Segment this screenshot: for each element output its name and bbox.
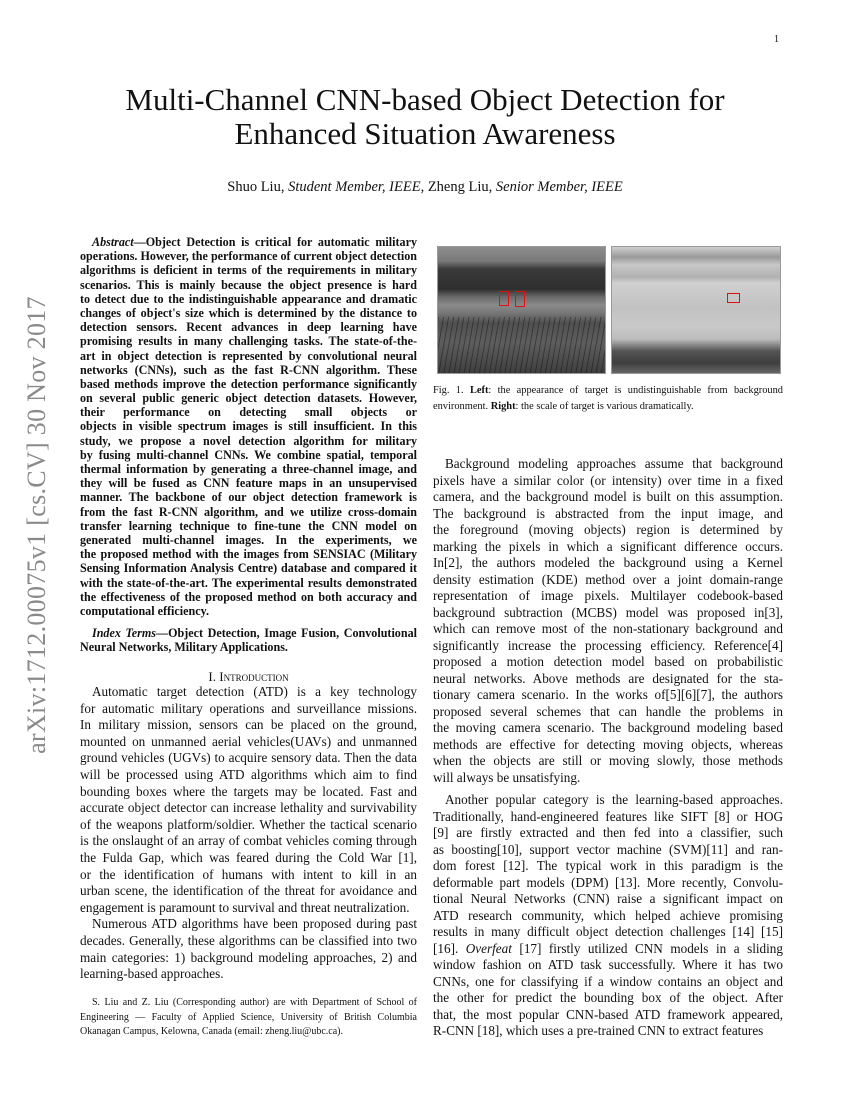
text-line: results in many difficult object detection challenges [14] [15] [433,924,783,939]
text-line: tionary camera scenario. In the works of[5][6][7], the authors [433,687,783,702]
page-number: 1 [774,34,779,45]
text-line: the proposed method with the images from SENSIAC (Military [80,547,417,562]
text-line: bounding boxes where the targets may be located. Fast and [80,783,417,799]
text-span: [17] firstly utilized CNN models in a sliding [511,940,783,956]
text-line: Okanagan Campus, Kelowna, Canada (email: zheng.liu@ubc.ca). [80,1026,344,1038]
text-line: the Fulda Gap, which was feared during the Cold War [1], [80,849,417,865]
author-membership: Student Member, IEEE [288,179,421,195]
text-line: algorithms is deficient in terms of the requirements in military [80,263,417,278]
text-line: Automatic target detection (ATD) is a key technology [92,684,417,699]
text-line: background subtraction (MCBS) model was proposed in[3], [433,604,783,620]
text-line: or the identification of humans with intent to kill in an [80,866,417,882]
text-line: The background is abstracted from the input image, and [433,505,783,521]
text-span: Abstract [92,235,134,249]
text-line: deformable part models (DPM) [13]. More recently, Convolu- [433,874,783,890]
detection-box [515,291,525,307]
text-line: CNNs, one for classifying if a window contains an object and [433,973,783,989]
text-line: R-CNN [18], which uses a pre-trained CNN to extract features [433,1023,764,1038]
figure-caption [433,383,783,415]
text-line: is the onslaught of an array of combat vehicles coming through [80,833,417,849]
text-line: pixels have a similar color (or intensity) over time in a fixed [433,472,783,488]
text-span: [16]. [433,940,466,956]
text-line: their performance on detecting small objects or [80,405,417,420]
author-name: Shuo Liu, [227,179,289,195]
text-line: networks (CNNs), such as the fast R-CNN algorithm. These [80,362,417,377]
text-span: —Object Detection is critical for automatic military [133,235,417,249]
text-line [433,383,783,399]
text-line: to detect due to the indistinguishable appearance and dramatic [80,291,417,306]
text-line: will always be unsatisfying. [433,769,581,785]
text-line: computational efficiency. [80,603,209,618]
text-span: Index Terms [92,626,156,640]
text-line: [9] are firstly extracted and then fed into a classifier, such [433,825,783,840]
body-paragraph [433,792,783,1040]
text-line: engagement is paramount to survival and threat neutralization. [80,899,410,915]
text-line: generated multi-channel images. In the experiments, we [80,532,417,547]
title-line: Enhanced Situation Awareness [234,116,616,151]
text-line: objects in visible spectrum images is still insufficient. In this [80,419,417,434]
section-heading-introduction: I. Introduction [208,669,289,684]
text-line: study, we propose a novel detection algorithm for military [80,433,417,448]
text-line: the other for predict the bounding box of the object. After [433,990,783,1005]
text-span: : the scale of target is various dramatically. [515,401,694,412]
detection-box [727,293,740,303]
text-line: learning-based approaches. [80,966,224,982]
paragraph [80,684,417,916]
text-line: when the objects are still or moving slowly, those methods [433,753,783,768]
figure-image-right [611,246,781,374]
text-line: operations. However, the performance of current object detection [80,249,417,264]
text-line: detection sensors. Recent advances in deep learning have [80,320,417,335]
text-line: with the state-of-the-art. The experimental results demonstrated [80,575,417,590]
text-span: Fig. 1. [433,385,470,396]
text-line: which can remove most of the non-stationary background and [433,621,783,636]
text-line: scenarios. This is mainly because the object presence is hard [80,277,417,292]
text-line: Neural Networks, Military Applications. [80,640,288,655]
text-line: decades. Generally, these algorithms can be classified into two [80,932,417,948]
text-line: Numerous ATD algorithms have been proposed during past [92,916,417,932]
text-line [80,235,417,249]
text-line: they will be fused as CNN feature maps in an unsupervised [80,476,417,491]
text-line: dom forest [12]. The typical work in this paradigm is the [433,858,783,873]
body-paragraph [433,456,783,786]
text-span: Left [469,385,489,396]
text-line: as boosting[10], support vector machine (SVM)[11] and ran- [433,841,783,857]
text-line: from the fast R-CNN algorithm, and we utilize cross-domain [80,504,417,519]
author-line [0,179,850,196]
text-line: Background modeling approaches assume that background [445,456,783,471]
text-span: Right [490,401,516,412]
text-line: promising results in many challenging tasks. The state-of-the- [80,334,417,349]
text-line: ground vehicles (UGVs) to acquire sensory data. Then the data [80,750,417,766]
figure-image-left [437,246,606,374]
text-line: Another popular category is the learning-based approaches. [445,792,783,807]
text-line: significantly increase the processing efficiency. Reference[4] [433,637,783,653]
text-line: proposed a motion detection model based on probabilistic [433,654,783,669]
text-line: that, the most popular CNN-based ATD framework appeared, [433,1006,783,1022]
title-line: Multi-Channel CNN-based Object Detection for [125,82,725,117]
text-line: density estimation (KDE) method over a joint domain-range [433,571,783,587]
text-line [433,399,783,415]
text-line: In[2], the authors modeled the background using a Kernel [433,555,783,570]
text-line: changes of object's size which is determined by the distance to [80,305,417,320]
text-line: art in object detection is represented by convolutional neural [80,348,417,363]
text-line: representation of image pixels. Multilayer codebook-based [433,588,783,603]
text-line [80,626,417,640]
text-line: manner. The backbone of our object detection framework is [80,490,417,505]
abstract [80,235,417,618]
text-line: camera, and the background model is built on this assumption. [433,489,783,504]
affiliation-footnote [80,996,417,1040]
text-line: on several public generic object detection datasets. However, [80,391,417,406]
index-terms [80,626,417,654]
author-membership: Senior Member, IEEE [495,179,623,195]
author-name: , Zheng Liu, [420,179,496,195]
text-line: In military mission, sensors can be placed on the ground, [80,717,417,733]
detection-box [499,291,509,306]
text-line: transfer learning technique to fine-tune the CNN model on [80,518,417,533]
arxiv-identifier-stamp: arXiv:1712.00075v1 [cs.CV] 30 Nov 2017 [22,296,51,754]
text-line: marking the pixels in which a significant difference occurs. [433,538,783,554]
text-line: urban scene, the identification of the threat for avoidance and [80,883,417,899]
text-line: mounted on unmanned aerial vehicles(UAVs) and unmanned [80,733,417,749]
text-line [433,941,783,958]
text-line: window fashion on ATD task successfully. Where it has two [433,957,783,972]
text-line: by fusing multi-channel CNNs. We combine spatial, temporal [80,447,417,462]
text-line: neural networks. Above methods are designated for the sta- [433,670,783,686]
text-span: environment. [433,401,491,412]
introduction-body [80,684,417,983]
text-line: methods are effective for detecting moving objects, whereas [433,736,783,752]
text-line: accurate object detector can increase lethality and survivability [80,800,417,816]
text-line: will be processed using ATD algorithms which aim to find [80,766,417,782]
text-line: ATD research community, which helped achieve promising [433,907,783,923]
text-span: Overfeat [465,940,512,956]
text-line: proposed several schemes that can handle the problems in [433,703,783,719]
text-line: the moving camera scenario. The background modeling based [433,720,783,735]
text-line: of the weapons platform/soldier. Whether the tactical scenario [80,816,417,832]
text-line: S. Liu and Z. Liu (Corresponding author) are with Department of School of [92,997,417,1008]
text-line: main categories: 1) background modeling approaches, 2) and [80,949,417,965]
text-line: the effectiveness of the proposed method on both accuracy and [80,589,417,604]
paper-title [0,83,850,151]
paragraph [80,916,417,982]
text-line: Engineering — Faculty of Applied Science, University of British Columbia [80,1011,417,1023]
text-line: tional Neural Networks (CNN) raise a significant impact on [433,891,783,906]
text-line: Sensing Information Analysis Centre) database and compared it [80,561,417,576]
text-line: for automatic military operations and surveillance missions. [80,700,417,716]
text-line: the foreground (moving objects) region is determined by [433,522,783,537]
text-line: based methods improve the detection performance significantly [80,376,417,391]
text-span: : the appearance of target is undistinguishable from background [488,385,783,396]
text-line: thermal information by generating a three-channel image, and [80,462,417,476]
text-line: Traditionally, hand-engineered features like SIFT [8] or HOG [433,808,783,824]
text-span: —Object Detection, Image Fusion, Convolutional [155,626,417,640]
